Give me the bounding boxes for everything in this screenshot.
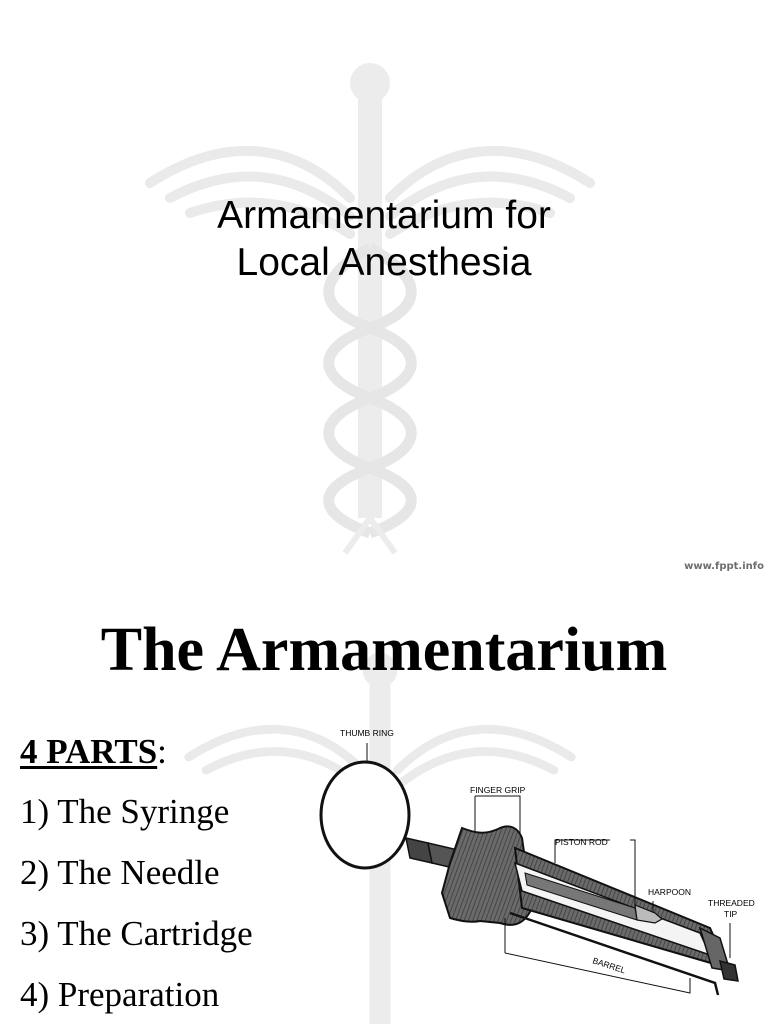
syringe-diagram <box>310 723 768 1023</box>
list-item: 4) Preparation <box>20 975 220 1014</box>
threaded-tip-label-line-2: TIP <box>724 909 738 919</box>
parts-heading-colon: : <box>157 732 167 771</box>
parts-heading-label: 4 PARTS <box>20 732 158 771</box>
slide-title: The Armamentarium <box>100 616 668 684</box>
finger-grip-label: FINGER GRIP <box>470 785 526 795</box>
piston-rod-label: PISTON ROD <box>555 837 608 847</box>
threaded-tip-label-line-1: THREADED <box>708 898 755 908</box>
content-slide <box>0 578 768 1024</box>
barrel-label: BARREL <box>591 955 627 976</box>
list-item: 1) The Syringe <box>20 792 230 831</box>
list-item: 2) The Needle <box>20 853 220 892</box>
list-item: 3) The Cartridge <box>20 914 253 953</box>
caduceus-watermark-icon <box>140 58 600 563</box>
thumb-ring-label: THUMB RING <box>340 728 394 738</box>
parts-heading <box>20 730 253 774</box>
slide-title-line-1: Armamentarium for <box>217 194 551 237</box>
slide-title-line-2: Local Anesthesia <box>236 241 532 284</box>
watermark-text: www.fppt.info <box>684 561 764 572</box>
thumb-ring-icon <box>321 762 409 868</box>
threaded-tip-icon <box>720 961 738 981</box>
harpoon-label: HARPOON <box>648 887 691 897</box>
parts-list <box>20 730 253 1024</box>
slide-title <box>0 192 768 286</box>
